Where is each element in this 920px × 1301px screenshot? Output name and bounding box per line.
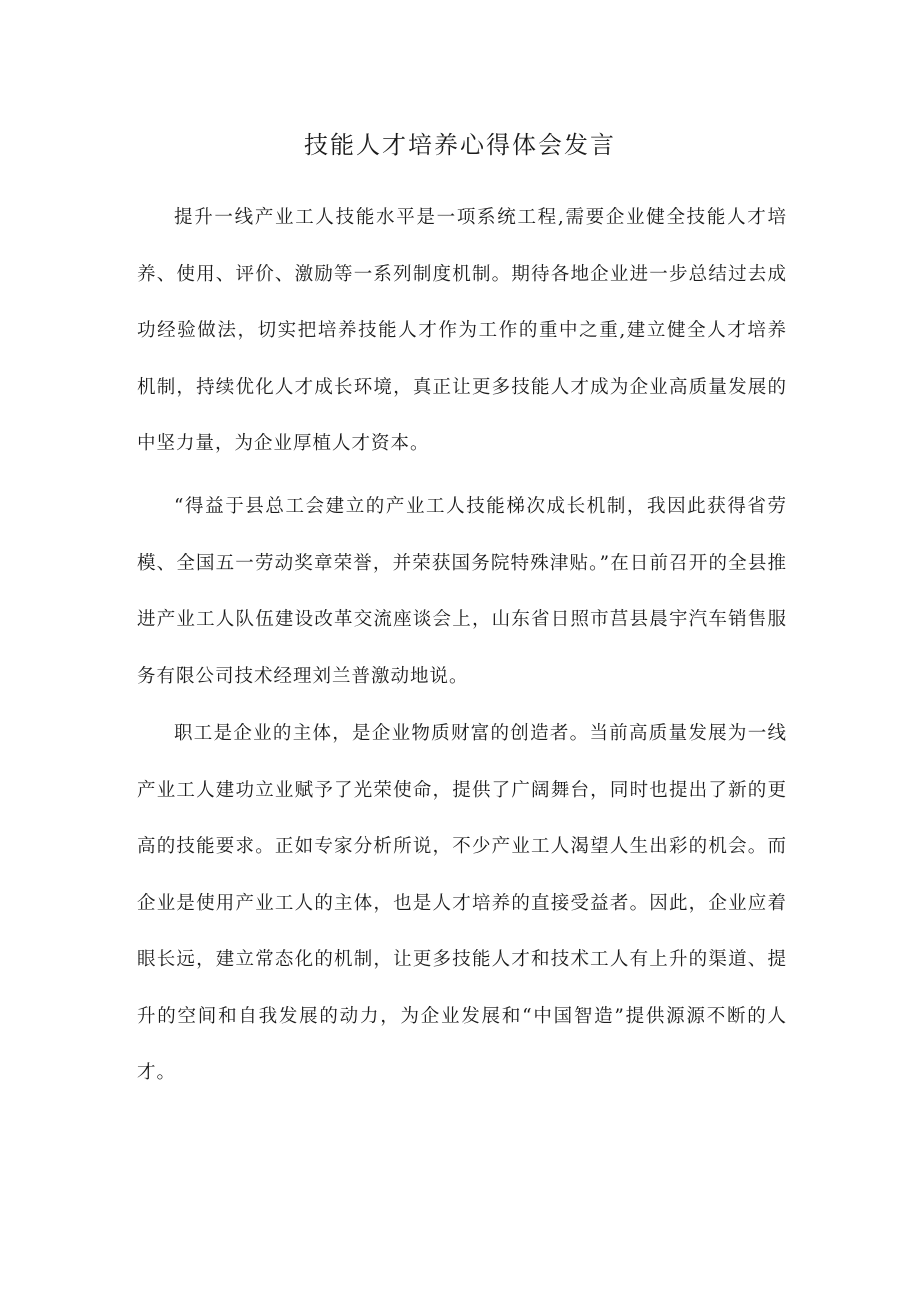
paragraph-2: “得益于县总工会建立的产业工人技能梯次成长机制，我因此获得省劳模、全国五一劳动奖章荣誉，并荣获国务院特殊津贴。”在日前召开的全县推进产业工人队伍建设改革交流座谈会上，山东省日照市莒县晨宇汽车销售服务有限公司技术经理刘兰普激动地说。	[137, 496, 787, 687]
document-title: 技能人才培养心得体会发言	[304, 131, 616, 159]
paragraph-1: 提升一线产业工人技能水平是一项系统工程,需要企业健全技能人才培养、使用、评价、激励等一系列制度机制。期待各地企业进一步总结过去成功经验做法，切实把培养技能人才作为工作的重中之重,建立健全人才培养机制，持续优化人才成长环境，真正让更多技能人才成为企业高质量发展的中坚力量，为企业厚植人才资本。	[137, 207, 787, 454]
paragraph-3: 职工是企业的主体，是企业物质财富的创造者。当前高质量发展为一线产业工人建功立业赋予了光荣使命，提供了广阔舞台，同时也提出了新的更高的技能要求。正如专家分析所说，不少产业工人渴望人生出彩的机会。而企业是使用产业工人的主体，也是人才培养的直接受益者。因此，企业应着眼长远，建立常态化的机制，让更多技能人才和技术工人有上升的渠道、提升的空间和自我发展的动力，为企业发展和“中国智造”提供源源不断的人才。	[137, 723, 787, 1083]
